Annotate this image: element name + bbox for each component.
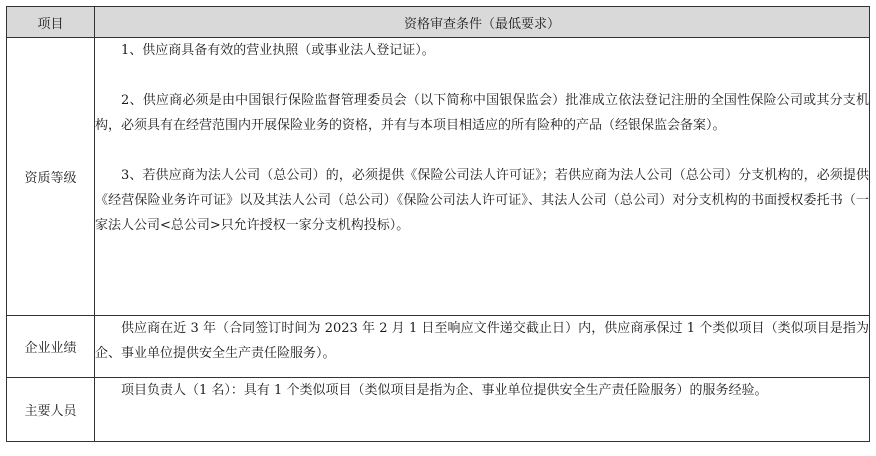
paragraph: 项目负责人（1 名）：具有 1 个类似项目（类似项目是指为企、事业单位提供安全生产责任险服务）的服务经验。 bbox=[121, 383, 768, 398]
header-row bbox=[7, 7, 870, 38]
header-item: 项目 bbox=[7, 7, 95, 38]
paragraph: 3、若供应商为法人公司（总公司）的，必须提供《保险公司法人许可证》；若供应商为法人公司（总公司）分支机构的，必须提供《经营保险业务许可证》以及其法人公司（总公司）《保险公司法人许可证》、其法人公司（总公司）对分支机构的书面授权委托书（一家法人公司<总公司>只允许授权一家分支机构投标）。 bbox=[95, 168, 869, 233]
table-row bbox=[7, 316, 870, 378]
row-content bbox=[95, 378, 870, 442]
paragraph: 2、供应商必须是由中国银行保险监督管理委员会（以下简称中国银保监会）批准成立依法登记注册的全国性保险公司或其分支机构，必须具有在经营范围内开展保险业务的资格，并有与本项目相适应的所有险种的产品（经银保监会备案）。 bbox=[95, 93, 869, 133]
header-condition: 资格审查条件（最低要求） bbox=[95, 7, 870, 38]
paragraph-gap bbox=[95, 63, 869, 88]
row-label: 企业业绩 bbox=[7, 316, 95, 378]
row-content bbox=[95, 316, 870, 378]
qualification-table bbox=[6, 6, 870, 442]
paragraph-gap bbox=[95, 138, 869, 163]
row-label: 主要人员 bbox=[7, 378, 95, 442]
row-label: 资质等级 bbox=[7, 38, 95, 316]
paragraph: 供应商在近 3 年（合同签订时间为 2023 年 2 月 1 日至响应文件递交截止日）内，供应商承保过 1 个类似项目（类似项目是指为企、事业单位提供安全生产责任险服务）。 bbox=[95, 321, 869, 361]
table-row bbox=[7, 38, 870, 316]
row-content bbox=[95, 38, 870, 316]
table-row bbox=[7, 378, 870, 442]
paragraph: 1、供应商具备有效的营业执照（或事业法人登记证）。 bbox=[121, 43, 435, 58]
